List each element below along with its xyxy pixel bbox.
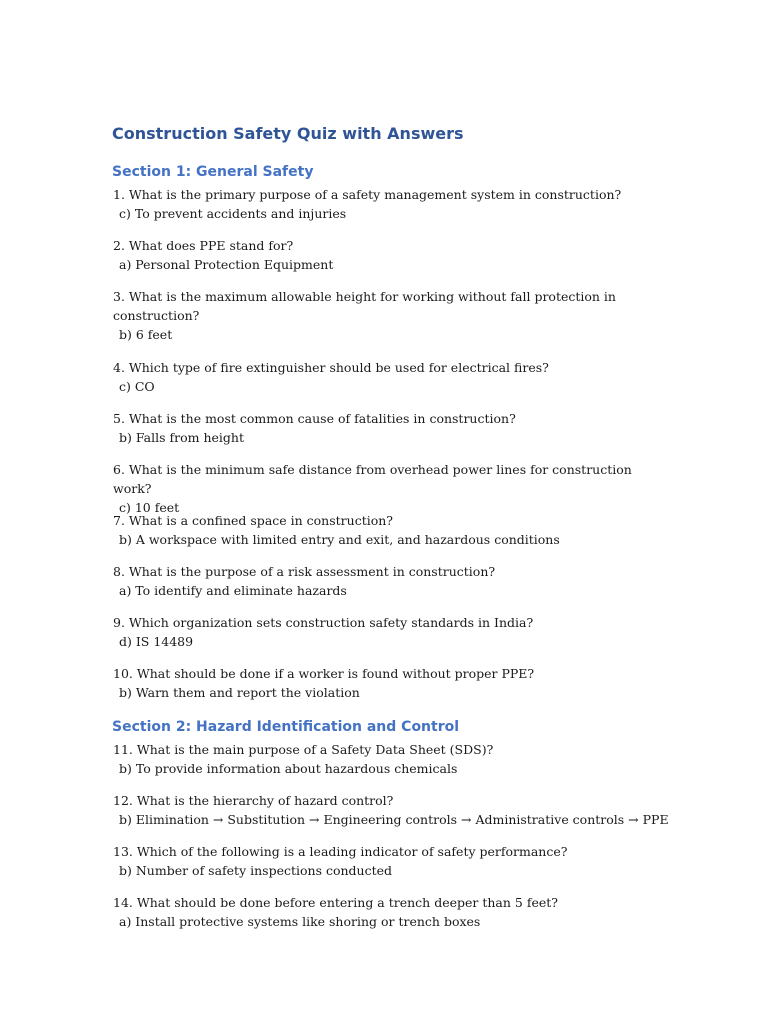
quiz-item <box>113 287 653 344</box>
quiz-item <box>113 842 653 880</box>
answer-text: b) A workspace with limited entry and exit, and hazardous conditions <box>119 532 560 547</box>
question-text: 10. What should be done if a worker is found without proper PPE? <box>113 666 535 681</box>
question-text: 3. What is the maximum allowable height for working without fall protection in construction? <box>113 289 616 323</box>
answer-text: c) CO <box>119 379 155 394</box>
quiz-item <box>113 613 653 651</box>
question-text: 9. Which organization sets construction safety standards in India? <box>113 615 534 630</box>
answer-text: b) Warn them and report the violation <box>119 685 360 700</box>
quiz-item <box>113 358 653 396</box>
answer-text: c) To prevent accidents and injuries <box>119 206 347 221</box>
answer-text: b) Elimination → Substitution → Engineering controls → Administrative controls → PPE <box>119 812 669 827</box>
answer-text: b) 6 feet <box>119 327 173 342</box>
question-text: 6. What is the minimum safe distance from overhead power lines for construction work? <box>113 462 632 496</box>
quiz-item <box>113 460 653 517</box>
answer-text: d) IS 14489 <box>119 634 194 649</box>
answer-text: b) Falls from height <box>119 430 244 445</box>
question-text: 13. Which of the following is a leading indicator of safety performance? <box>113 844 568 859</box>
section-heading-general-safety: Section 1: General Safety <box>112 164 314 180</box>
question-text: 4. Which type of fire extinguisher should be used for electrical fires? <box>113 360 549 375</box>
question-text: 14. What should be done before entering a trench deeper than 5 feet? <box>113 895 558 910</box>
question-text: 5. What is the most common cause of fatalities in construction? <box>113 411 516 426</box>
section-heading-hazard-identification: Section 2: Hazard Identification and Control <box>112 719 460 735</box>
quiz-item <box>113 791 669 829</box>
quiz-item <box>113 740 653 778</box>
question-text: 7. What is a confined space in construction? <box>113 513 393 528</box>
answer-text: a) Install protective systems like shoring or trench boxes <box>119 914 481 929</box>
question-text: 8. What is the purpose of a risk assessment in construction? <box>113 564 496 579</box>
answer-text: c) 10 feet <box>119 500 180 515</box>
answer-text: b) To provide information about hazardous chemicals <box>119 761 458 776</box>
question-text: 11. What is the main purpose of a Safety Data Sheet (SDS)? <box>113 742 494 757</box>
answer-text: b) Number of safety inspections conducted <box>119 863 393 878</box>
question-text: 2. What does PPE stand for? <box>113 238 294 253</box>
quiz-item <box>113 664 653 702</box>
quiz-item <box>113 562 653 600</box>
quiz-item <box>113 893 653 931</box>
quiz-item <box>113 409 653 447</box>
question-text: 12. What is the hierarchy of hazard control? <box>113 793 394 808</box>
document-title: Construction Safety Quiz with Answers <box>112 124 464 143</box>
answer-text: a) Personal Protection Equipment <box>119 257 334 272</box>
answer-text: a) To identify and eliminate hazards <box>119 583 347 598</box>
question-text: 1. What is the primary purpose of a safety management system in construction? <box>113 187 622 202</box>
quiz-item <box>113 236 653 274</box>
quiz-item <box>113 511 653 549</box>
quiz-item <box>113 185 653 223</box>
